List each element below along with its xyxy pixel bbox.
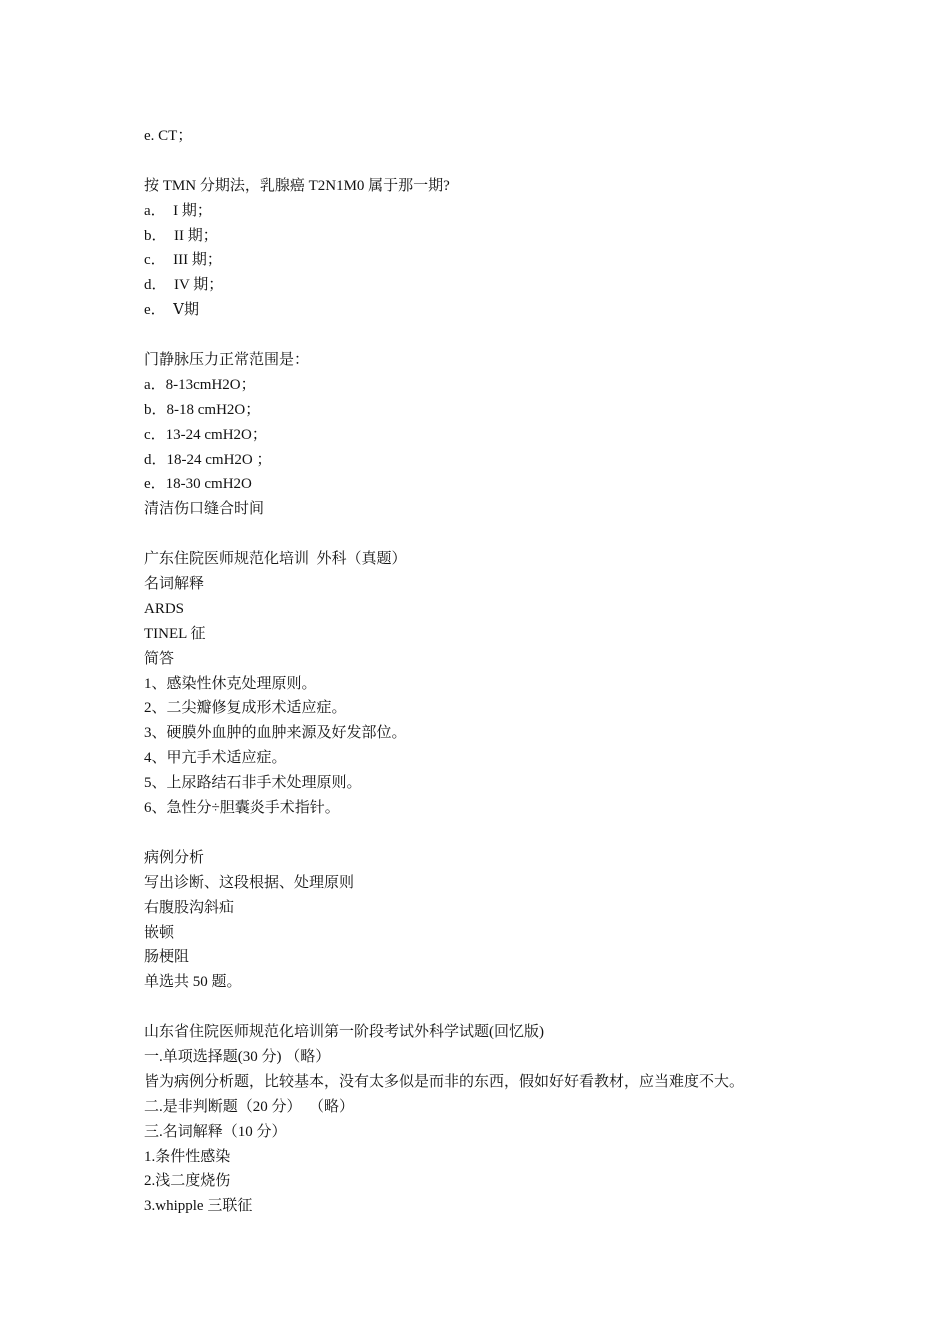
text-line: 皆为病例分析题，比较基本，没有太多似是而非的东西，假如好好看教材，应当难度不大。	[144, 1073, 745, 1090]
blank-line	[144, 323, 844, 348]
blank-line	[144, 522, 844, 547]
text-line: 写出诊断、这段根据、处理原则	[144, 874, 355, 891]
option-line: c．13-24 cmH2O；	[144, 426, 267, 443]
text-line: 简答	[144, 650, 175, 667]
option-line: e． Ⅴ期	[144, 302, 199, 319]
list-item: 2、二尖瓣修复成形术适应症。	[144, 700, 347, 717]
section-heading: 广东住院医师规范化培训 外科（真题）	[144, 551, 407, 568]
list-item: 5、上尿路结石非手术处理原则。	[144, 775, 362, 792]
question-heading: 按 TMN 分期法，乳腺癌 T2N1M0 属于那一期?	[144, 177, 450, 194]
option-line: b．8-18 cmH2O；	[144, 401, 261, 418]
list-item: 3.whipple 三联征	[144, 1198, 253, 1215]
text-line: 单选共 50 题。	[144, 974, 242, 991]
text-line: 一.单项选择题(30 分) （略）	[144, 1048, 331, 1065]
text-line: 肠梗阻	[144, 949, 190, 966]
list-item: 2.浅二度烧伤	[144, 1173, 231, 1190]
list-item: 1.条件性感染	[144, 1148, 231, 1165]
option-line: c． III 期；	[144, 252, 222, 269]
text-line: 二.是非判断题（20 分） （略）	[144, 1098, 355, 1115]
option-line: d． IV 期；	[144, 277, 224, 294]
text-line: TINEL 征	[144, 625, 206, 642]
document-page	[144, 124, 844, 1219]
text-line: 清洁伤口缝合时间	[144, 501, 265, 518]
question-heading: 门静脉压力正常范围是：	[144, 352, 310, 369]
list-item: 1、感染性休克处理原则。	[144, 675, 317, 692]
text-line: 嵌顿	[144, 924, 175, 941]
option-line: e．18-30 cmH2O	[144, 476, 252, 493]
text-line: 名词解释	[144, 576, 205, 593]
section-heading: 山东省住院医师规范化培训第一阶段考试外科学试题(回忆版)	[144, 1024, 544, 1041]
text-line: 右腹股沟斜疝	[144, 899, 235, 916]
option-line: a．8-13cmH2O；	[144, 376, 256, 393]
list-item: 4、甲亢手术适应症。	[144, 750, 287, 767]
text-line: e. CT；	[144, 128, 193, 144]
option-line: b． II 期；	[144, 227, 218, 244]
blank-line	[144, 821, 844, 846]
list-item: 6、急性分÷胆囊炎手术指针。	[144, 800, 340, 817]
blank-line	[144, 995, 844, 1020]
text-line: 病例分析	[144, 849, 205, 866]
blank-line	[144, 149, 844, 174]
option-line: a． I 期；	[144, 202, 212, 219]
option-line: d．18-24 cmH2O ；	[144, 451, 272, 468]
text-line: ARDS	[144, 600, 185, 617]
text-line: 三.名词解释（10 分）	[144, 1123, 287, 1140]
list-item: 3、硬膜外血肿的血肿来源及好发部位。	[144, 725, 407, 742]
